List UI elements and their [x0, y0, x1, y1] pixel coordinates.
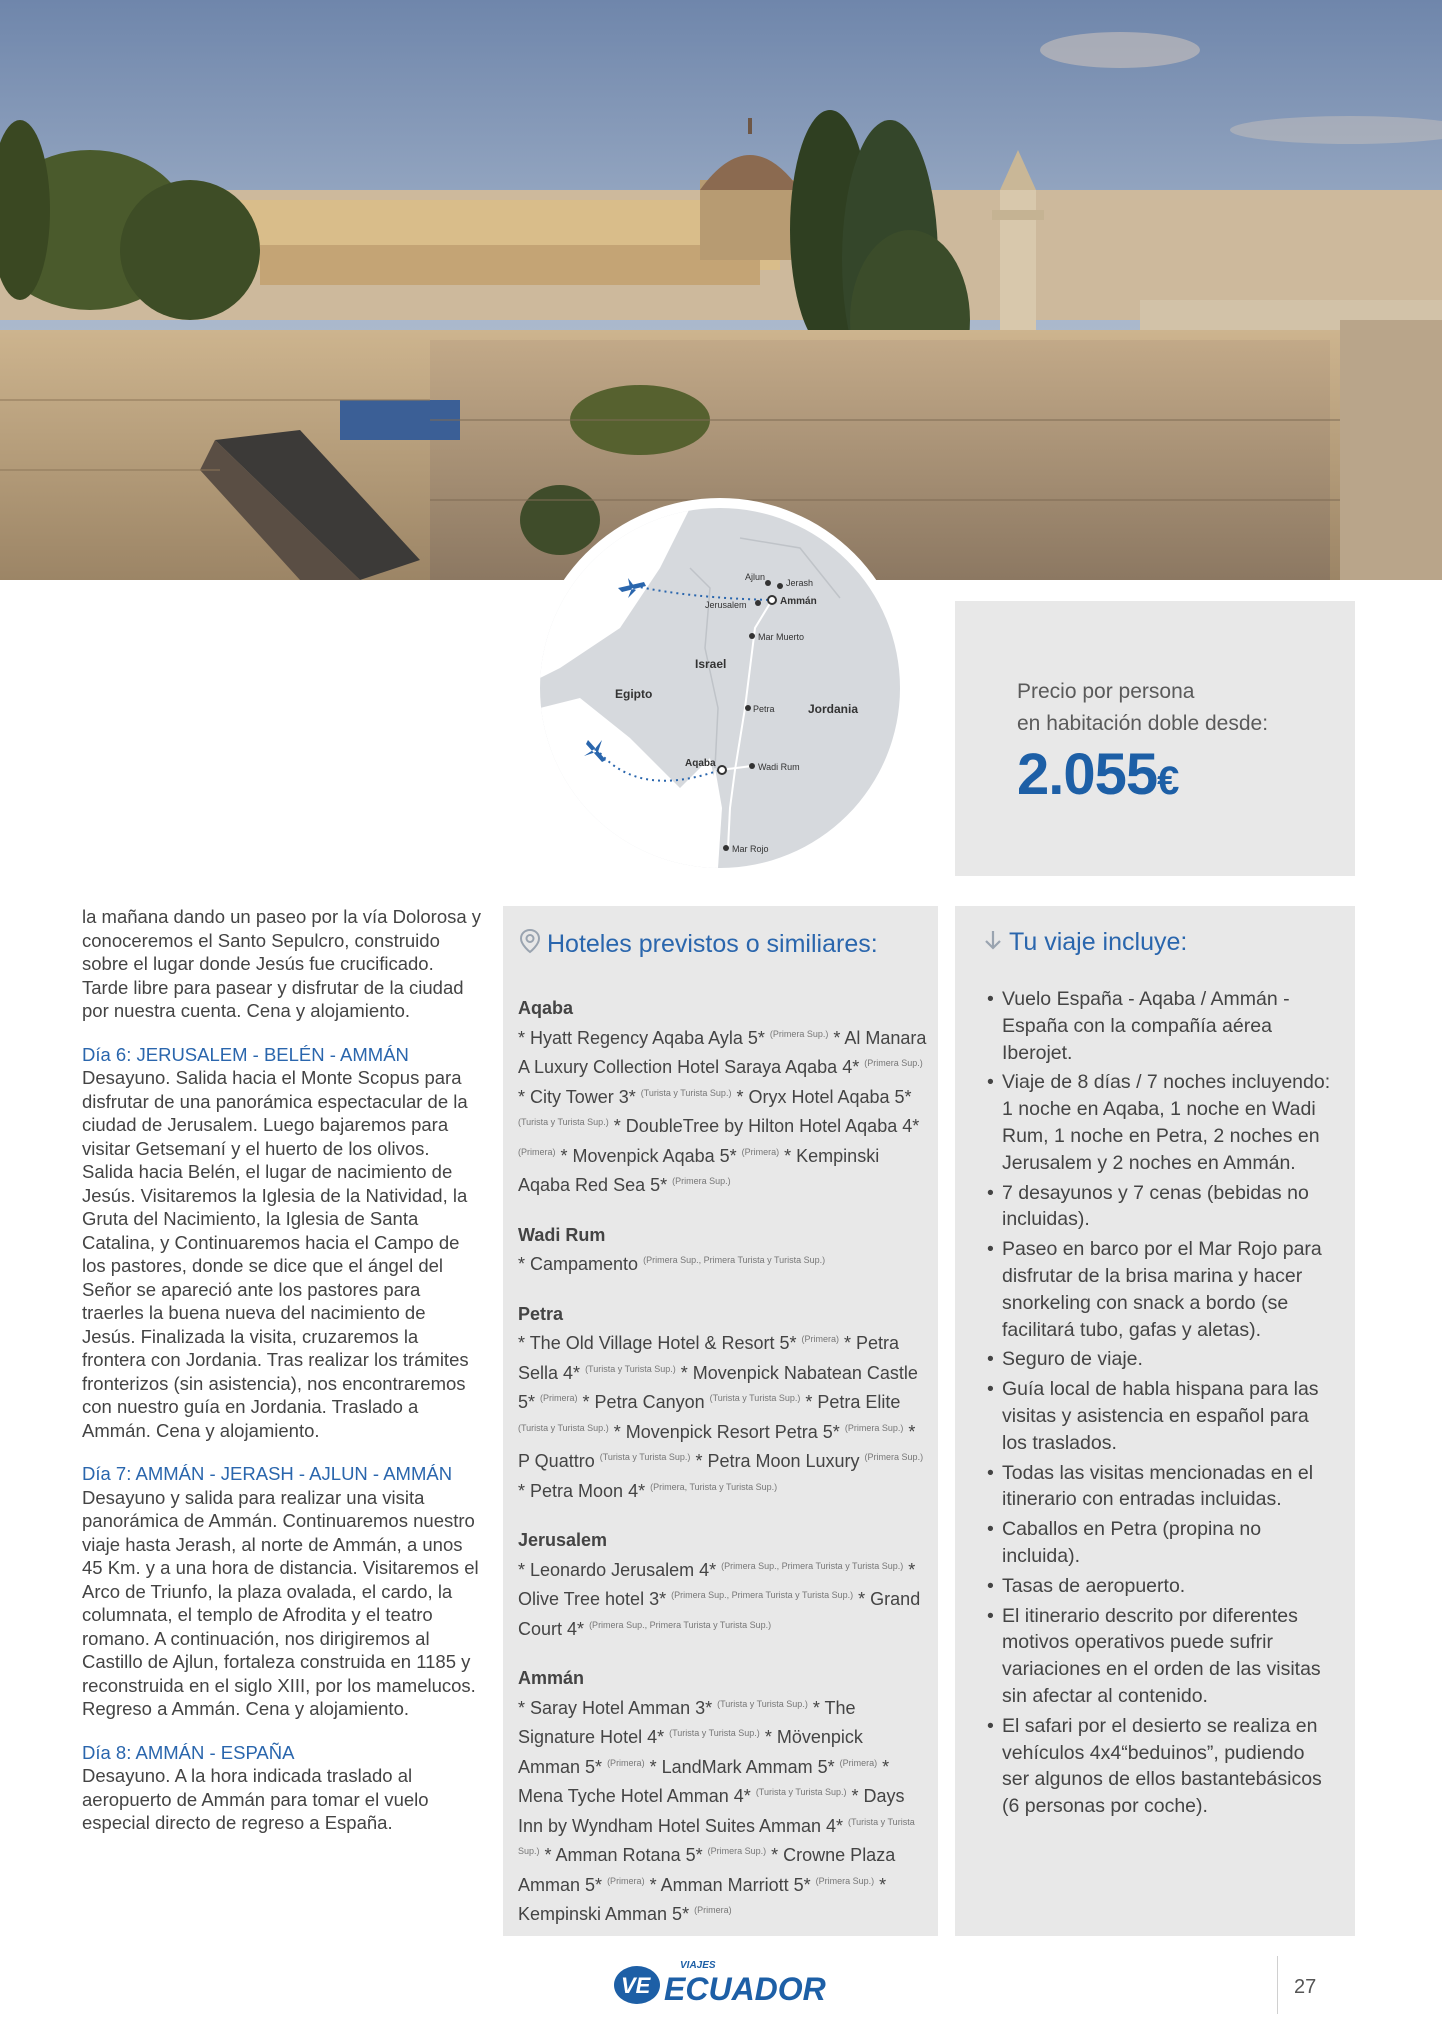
hotel-item: * DoubleTree by Hilton Hotel Aqaba 4* $^{(Primera)}$: [518, 1116, 920, 1157]
map-label-ajlun: Ajlun: [745, 572, 766, 582]
hotel-item: * Al Manara A Luxury Collection Hotel Saraya Aqaba 4* $^{(Primera Sup.)}$: [518, 1027, 927, 1077]
hotel-name: Petra Sella 4*: [518, 1333, 900, 1383]
day-title: Día 6: JERUSALEM - BELÉN - AMMÁN: [82, 1043, 409, 1065]
hotel-category: (Primera): [607, 1757, 645, 1768]
day-text: Desayuno. A la hora indicada traslado al aeropuerto de Ammán para tomar el vuelo especial directo de regreso a España.: [82, 1765, 429, 1833]
hotel-category: (Turista y Turista Sup.): [518, 1422, 609, 1433]
price-box: [955, 601, 1355, 876]
map-label-israel: Israel: [695, 657, 727, 671]
hotel-section: [518, 996, 928, 1199]
hotel-name: Mena Tyche Hotel Amman 4*: [518, 1786, 751, 1806]
hotel-category: (Primera): [839, 1757, 878, 1768]
hotel-category: (Primera Sup.): [815, 1875, 875, 1886]
hotel-item: * Grand Court 4* $^{(Primera Sup., Primera Turista y Turista Sup.)}$: [518, 1589, 921, 1639]
map-label-jordania: Jordania: [808, 702, 859, 716]
includes-item: • Caballos en Petra (propina no incluida).: [987, 1516, 1332, 1570]
includes-item: • El safari por el desierto se realiza en vehículos 4x4“beduinos”, pudiendo ser algunos de ellos bastantebásicos (6 personas por coche).: [987, 1713, 1332, 1820]
map-label-egipto: Egipto: [615, 687, 653, 701]
day-title: Día 7: AMMÁN - JERASH - AJLUN - AMMÁN: [82, 1463, 453, 1484]
hotel-category: (Primera Sup.): [864, 1058, 923, 1068]
hotel-item: * Petra Moon Luxury $^{(Primera Sup.)}$: [690, 1451, 924, 1471]
includes-item: • El itinerario descrito por diferentes motivos operativos puede sufrir variaciones en el orden de las visitas sin afectar al contenido.: [987, 1603, 1332, 1710]
hotel-category: (Primera Sup., Primera Turista y Turista Sup.): [721, 1560, 904, 1571]
price-value: [1017, 741, 1178, 808]
hotel-name: Mövenpick Amman 5*: [518, 1727, 863, 1777]
hotel-item: * Olive Tree hotel 3* $^{(Primera Sup., Primera Turista y Turista Sup.)}$: [518, 1559, 916, 1609]
hotel-category: (Primera): [741, 1146, 780, 1157]
hotel-name: Al Manara A Luxury Collection Hotel Saraya Aqaba 4*: [518, 1027, 927, 1077]
logo-mark: VE: [621, 1973, 651, 1998]
hotel-name: Kempinski Amman 5*: [518, 1904, 690, 1924]
hotel-category: (Primera Sup.): [672, 1176, 731, 1186]
hotel-name: Movenpick Aqaba 5*: [572, 1145, 737, 1166]
hotel-category: (Primera Sup.): [844, 1422, 904, 1433]
hotel-category: (Primera): [694, 1905, 732, 1915]
hotel-name: The Signature Hotel 4*: [518, 1697, 856, 1747]
hotel-category: (Primera Sup., Primera Turista y Turista Sup.): [671, 1590, 854, 1600]
day-text: Desayuno. Salida hacia el Monte Scopus para disfrutar de una panorámica espectacular de la ciudad de Jerusalem. Luego bajaremos para visitar Getsemaní y el huerto de los olivos. Salida hacia Belén, el lugar de nacimiento de Jesús. Visitaremos la Iglesia de la Natividad, la Gruta del Nacimiento, la Iglesia de Santa Catalina, y Continuaremos hacia el Campo de los pastores, donde se dice que el ángel del Señor se apareció ante los pastores para traerles la buena nueva del nacimiento de Jesús. Finalizada la visita, cruzaremos la frontera con Jordania. Tras realizar los trámites fronterizos (sin asistencia), nos encontraremos con nuestro guía en Jordania. Traslado a Ammán. Cena y alojamiento.: [82, 1067, 469, 1441]
map-label-mar-rojo: Mar Rojo: [732, 844, 769, 854]
map-label-amman: Ammán: [780, 596, 817, 607]
hotel-item: * Campamento $^{(Primera Sup., Primera Turista y Turista Sup.)}$: [518, 1254, 826, 1274]
hotel-section: [518, 1223, 928, 1278]
includes-item: • Paseo en barco por el Mar Rojo para disfrutar de la brisa marina y hacer snorkeling con snack a bordo (se facilitará tubo, gafas y aletas).: [987, 1236, 1332, 1343]
hotel-name: DoubleTree by Hilton Hotel Aqaba 4*: [625, 1116, 920, 1136]
includes-item: • Viaje de 8 días / 7 noches incluyendo: 1 noche en Aqaba, 1 noche en Wadi Rum, 1 noche en Petra, 2 noches en Jerusalem y 2 noches en Ammán.: [987, 1069, 1332, 1176]
includes-heading-text: Tu viaje incluye:: [1009, 928, 1188, 956]
itinerary-day: [82, 1462, 482, 1721]
hotel-name: Oryx Hotel Aqaba 5*: [748, 1086, 912, 1107]
hotel-name: Petra Moon 4*: [530, 1480, 646, 1501]
map-label-jerash: Jerash: [786, 578, 814, 588]
includes-item: • Seguro de viaje.: [987, 1346, 1332, 1373]
map-label-mar-muerto: Mar Muerto: [758, 632, 805, 642]
route-map: [540, 508, 900, 868]
price-amount: 2.055: [1017, 742, 1158, 807]
viajes-ecuador-logo: [612, 1958, 842, 2008]
hotel-item: * Movenpick Aqaba 5* $^{(Primera)}$: [555, 1145, 780, 1166]
hotel-item: * City Tower 3* $^{(Turista y Turista Sup.)}$: [518, 1086, 732, 1107]
hotel-city: Petra: [518, 1303, 564, 1324]
day-title: Día 8: AMMÁN - ESPAÑA: [82, 1741, 295, 1763]
hotel-name: Amman Rotana 5*: [555, 1845, 703, 1865]
hotel-category: (Turista y Turista Sup.): [585, 1363, 676, 1374]
hotel-section: [518, 1528, 928, 1642]
hotel-category: (Primera): [607, 1875, 645, 1886]
hotel-name: Petra Elite: [817, 1392, 901, 1412]
hotels-list: [518, 996, 928, 1952]
hotel-category: (Primera, Turista y Turista Sup.): [650, 1481, 778, 1492]
hotel-name: Crowne Plaza Amman 5*: [518, 1845, 896, 1895]
hotel-name: Movenpick Nabatean Castle 5*: [518, 1362, 918, 1412]
hotel-item: * Crowne Plaza Amman 5* $^{(Primera)}$: [518, 1845, 896, 1895]
hotel-name: P Quattro: [518, 1451, 595, 1471]
itinerary-day: [82, 1741, 482, 1835]
hotels-box: [503, 906, 938, 1936]
hotel-item: * Petra Elite $^{(Turista y Turista Sup.)}$: [518, 1392, 901, 1433]
hotel-item: * Movenpick Resort Petra 5* $^{(Primera Sup.)}$: [608, 1421, 904, 1442]
page-number: 27: [1294, 1976, 1317, 1998]
hotel-name: Campamento: [530, 1254, 639, 1274]
logo-main-text: ECUADOR: [664, 1971, 826, 2007]
hotel-item: * P Quattro $^{(Turista y Turista Sup.)}$: [518, 1421, 916, 1471]
page-number-divider: [1277, 1956, 1278, 2014]
hotel-item: * Petra Sella 4* $^{(Turista y Turista Sup.)}$: [518, 1333, 900, 1383]
hotel-name: Leonardo Jerusalem 4*: [530, 1559, 717, 1580]
hotel-category: (Primera): [801, 1334, 840, 1344]
hotel-category: (Primera Sup.): [769, 1028, 829, 1039]
hotel-name: Petra Canyon: [594, 1392, 705, 1412]
includes-heading: [983, 928, 1187, 957]
hotel-name: Movenpick Resort Petra 5*: [625, 1421, 840, 1442]
hotel-category: (Primera): [518, 1146, 556, 1157]
includes-box: [955, 906, 1355, 1936]
hotel-name: Olive Tree hotel 3*: [518, 1589, 667, 1609]
hotel-name: City Tower 3*: [530, 1086, 636, 1107]
map-label-aqaba: Aqaba: [685, 758, 716, 769]
hotel-city: Jerusalem: [518, 1530, 608, 1550]
includes-item: • Guía local de habla hispana para las visitas y asistencia en español para los traslados.: [987, 1376, 1332, 1456]
hotel-item: * Hyatt Regency Aqaba Ayla 5* $^{(Primera Sup.)}$: [518, 1027, 829, 1048]
hotel-category: (Primera Sup.): [864, 1452, 924, 1462]
itinerary-column: [82, 905, 482, 1855]
includes-list: [987, 986, 1332, 1823]
hotel-item: * Mena Tyche Hotel Amman 4* $^{(Turista y Turista Sup.)}$: [518, 1756, 890, 1806]
hotel-category: (Turista y Turista Sup.): [755, 1787, 847, 1797]
hotel-item: * Kempinski Amman 5* $^{(Primera)}$: [518, 1874, 887, 1924]
hotel-category: (Turista y Turista Sup.): [599, 1452, 691, 1462]
hotel-category: (Primera Sup., Primera Turista y Turista Sup.): [643, 1255, 826, 1265]
hotel-item: * Leonardo Jerusalem 4* $^{(Primera Sup., Primera Turista y Turista Sup.)}$: [518, 1559, 904, 1580]
hotels-heading-text: Hoteles previstos o similiares:: [547, 930, 878, 958]
hotel-name: The Old Village Hotel & Resort 5*: [529, 1333, 797, 1353]
hotel-name: Petra Moon Luxury: [707, 1451, 860, 1471]
includes-item: • 7 desayunos y 7 cenas (bebidas no incluidas).: [987, 1180, 1332, 1234]
hotel-name: Days Inn by Wyndham Hotel Suites Amman 4*: [518, 1786, 905, 1836]
hotel-city: Ammán: [518, 1668, 585, 1688]
hotel-item: * Mövenpick Amman 5* $^{(Primera)}$: [518, 1727, 863, 1777]
hotel-city: Aqaba: [518, 998, 574, 1018]
hotel-category: (Turista y Turista Sup.): [518, 1816, 915, 1856]
hotel-item: * Oryx Hotel Aqaba 5* $^{(Turista y Turista Sup.)}$: [518, 1086, 912, 1127]
hotel-category: (Turista y Turista Sup.): [518, 1117, 609, 1127]
hotels-heading: [519, 928, 878, 959]
hotel-item: * Kempinski Aqaba Red Sea 5* $^{(Primera Sup.)}$: [518, 1145, 880, 1195]
hotel-item: * Days Inn by Wyndham Hotel Suites Amman 4* $^{(Turista y Turista Sup.)}$: [518, 1786, 915, 1856]
map-label-petra: Petra: [753, 704, 775, 714]
hotel-item: * Movenpick Nabatean Castle 5* $^{(Primera)}$: [518, 1362, 918, 1412]
hotel-category: (Turista y Turista Sup.): [709, 1393, 801, 1403]
hotel-city: Wadi Rum: [518, 1224, 606, 1245]
hotel-category: (Primera Sup.): [707, 1846, 767, 1856]
hotel-item: * Petra Canyon $^{(Turista y Turista Sup.)}$: [577, 1392, 801, 1412]
price-label-line2: en habitación doble desde:: [1017, 712, 1269, 735]
day-text: Desayuno y salida para realizar una visita panorámica de Ammán. Continuaremos nuestro viaje hasta Jerash, al norte de Ammán, a unos 45 Km. y a una hora de distancia. Visitaremos el Arco de Triunfo, la plaza ovalada, el cardo, la columnata, el templo de Afrodita y el teatro romano. A continuación, nos dirigiremos al Castillo de Ajlun, fortaleza construida en 1185 y reconstruida en el siglo XIII, por los mamelucos. Regreso a Ammán. Cena y alojamiento.: [82, 1486, 479, 1719]
location-pin-icon: [519, 928, 541, 954]
hotel-name: LandMark Ammam 5*: [661, 1756, 835, 1777]
itinerary-intro: la mañana dando un paseo por la vía Dolorosa y conoceremos el Santo Sepulcro, construido sobre el lugar donde Jesús fue crucificado. Tarde libre para pasear y disfrutar de la ciudad por nuestra cuenta. Cena y alojamiento.: [82, 906, 482, 1021]
hotel-item: * The Signature Hotel 4* $^{(Turista y Turista Sup.)}$: [518, 1697, 856, 1747]
includes-item: • Todas las visitas mencionadas en el itinerario con entradas incluidas.: [987, 1460, 1332, 1514]
arrow-down-icon: [983, 928, 1003, 954]
hotel-category: (Turista y Turista Sup.): [640, 1087, 732, 1098]
hotel-name: Grand Court 4*: [518, 1589, 921, 1639]
price-currency: €: [1157, 759, 1179, 803]
price-label-line1: Precio por persona: [1017, 680, 1195, 703]
itinerary-day: [82, 1043, 482, 1443]
hotel-item: * Amman Rotana 5* $^{(Primera Sup.)}$: [539, 1845, 767, 1865]
hero-photo: [0, 0, 1442, 580]
hotel-item: * Saray Hotel Amman 3* $^{(Turista y Turista Sup.)}$: [518, 1697, 808, 1718]
hotel-category: (Primera Sup., Primera Turista y Turista Sup.): [589, 1619, 772, 1630]
hotel-section: [518, 1666, 928, 1928]
hotel-category: (Primera): [540, 1393, 578, 1403]
hotel-name: Amman Marriott 5*: [660, 1874, 811, 1895]
hotel-item: * The Old Village Hotel & Resort 5* $^{(Primera)}$: [518, 1333, 840, 1353]
hotel-section: [518, 1302, 928, 1505]
hotel-item: * Petra Moon 4* $^{(Primera, Turista y Turista Sup.)}$: [518, 1480, 778, 1501]
map-label-wadi-rum: Wadi Rum: [758, 762, 800, 772]
logo-small-text: VIAJES: [680, 1960, 716, 1971]
hotel-category: (Turista y Turista Sup.): [717, 1698, 808, 1709]
price-label: [1017, 676, 1337, 740]
hotel-name: Saray Hotel Amman 3*: [530, 1697, 713, 1718]
hotel-name: Kempinski Aqaba Red Sea 5*: [518, 1145, 880, 1195]
hotel-item: * Amman Marriott 5* $^{(Primera Sup.)}$: [644, 1874, 875, 1895]
hotel-category: (Turista y Turista Sup.): [669, 1728, 760, 1738]
includes-item: • Vuelo España - Aqaba / Ammán - España con la compañía aérea Iberojet.: [987, 986, 1332, 1066]
hotel-item: * LandMark Ammam 5* $^{(Primera)}$: [644, 1756, 878, 1777]
map-label-jerusalem: Jerusalem: [705, 600, 747, 610]
includes-item: • Tasas de aeropuerto.: [987, 1573, 1332, 1600]
hotel-name: Hyatt Regency Aqaba Ayla 5*: [530, 1027, 765, 1048]
